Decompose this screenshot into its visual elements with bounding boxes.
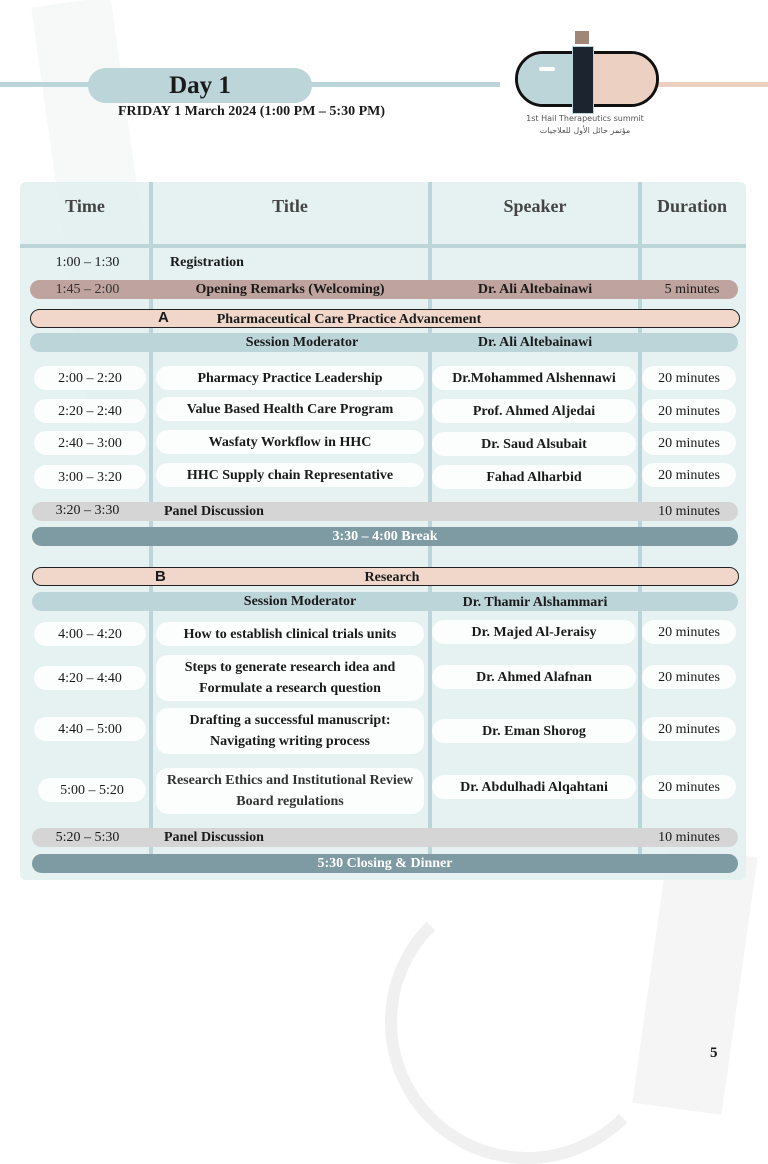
session-a-row-2-time: 2:20 – 2:40 [34,399,146,423]
session-a-row-1-speaker: Dr.Mohammed Alshennawi [432,366,636,390]
session-b-name: Research [364,569,420,585]
session-a-row-3-speaker: Dr. Saud Alsubait [432,432,636,456]
session-a-panel-time: 3:20 – 3:30 [55,502,120,518]
date-line: FRIDAY 1 March 2024 (1:00 PM – 5:30 PM) [118,104,385,119]
session-b-row-4-title: Research Ethics and Institutional Review Board regulations [156,768,424,814]
session-b-row-3-time: 4:40 – 5:00 [34,717,146,741]
session-a-row-4-time: 3:00 – 3:20 [34,465,146,489]
session-a-row-4-title: HHC Supply chain Representative [156,463,424,487]
session-a-panel-title: Panel Discussion [164,503,264,519]
session-b-row-1-duration: 20 minutes [642,620,736,644]
watermark-arc [385,880,669,1164]
header-divider [20,244,746,248]
session-b-row-4-time: 5:00 – 5:20 [38,778,146,802]
session-b-row-4-duration: 20 minutes [642,775,736,799]
session-a-row-2-speaker: Prof. Ahmed Aljedai [432,399,636,423]
session-b-row-3-speaker: Dr. Eman Shorog [432,719,636,743]
tower-top-icon [575,31,589,44]
session-b-row-3-title: Drafting a successful manuscript: Navigating writing process [156,708,424,754]
session-b-moderator: Dr. Thamir Alshammari [462,594,608,610]
summit-logo [505,28,665,143]
session-a-row-1-duration: 20 minutes [642,366,736,390]
opening-time: 1:45 – 2:00 [55,281,120,297]
column-header-duration: Duration [656,196,727,216]
session-a-row-3-duration: 20 minutes [642,431,736,455]
session-b-row-2-title: Steps to generate research idea and Formulate a research question [156,655,424,701]
column-header-time: Time [65,196,105,216]
session-a-moderator: Dr. Ali Altebainawi [477,334,593,350]
header-line-right [652,82,768,87]
session-a-panel-duration: 10 minutes [658,503,720,519]
session-b-row-1-title: How to establish clinical trials units [156,622,424,646]
capsule-highlight [539,67,555,71]
session-a-row-4-duration: 20 minutes [642,463,736,487]
session-b-panel-time: 5:20 – 5:30 [55,829,120,845]
logo-text-en: 1st Hail Therapeutics summit [526,114,644,123]
session-b-row-1-time: 4:00 – 4:20 [34,622,146,646]
break-row: 3:30 – 4:00 Break [32,527,738,546]
column-header-speaker: Speaker [503,196,567,216]
session-b-letter: B [155,568,166,585]
session-a-letter: A [158,309,169,326]
session-b-panel-duration: 10 minutes [658,829,720,845]
opening-title: Opening Remarks (Welcoming) [195,281,385,297]
session-b-row-2-duration: 20 minutes [642,665,736,689]
session-b-moderator-label: Session Moderator [243,593,357,609]
session-a-name: Pharmaceutical Care Practice Advancement [216,311,482,327]
session-b-row-2-speaker: Dr. Ahmed Alafnan [432,665,636,689]
session-b-row-1-speaker: Dr. Majed Al-Jeraisy [432,620,636,644]
opening-duration: 5 minutes [664,281,720,297]
logo-text-ar: مؤتمر حائل الأول للعلاجيات [539,126,631,135]
session-a-row-4-speaker: Fahad Alharbid [432,465,636,489]
session-a-row-1-time: 2:00 – 2:20 [34,366,146,390]
tower-icon [572,46,594,114]
opening-speaker: Dr. Ali Altebainawi [477,281,593,297]
closing-row: 5:30 Closing & Dinner [32,854,738,873]
session-b-row-2-time: 4:20 – 4:40 [34,666,146,690]
page-number: 5 [710,1045,718,1061]
session-b-row-4-speaker: Dr. Abdulhadi Alqahtani [432,775,636,799]
session-b-row-3-duration: 20 minutes [642,717,736,741]
session-b-panel-title: Panel Discussion [164,829,264,845]
registration-title: Registration [170,254,244,270]
session-a-row-2-duration: 20 minutes [642,399,736,423]
session-a-row-2-title: Value Based Health Care Program [156,397,424,421]
registration-time: 1:00 – 1:30 [55,254,120,270]
session-a-moderator-label: Session Moderator [245,334,359,350]
day-title: Day 1 [88,68,312,103]
session-a-row-3-title: Wasfaty Workflow in HHC [156,430,424,454]
session-a-row-1-title: Pharmacy Practice Leadership [156,366,424,390]
session-a-row-3-time: 2:40 – 3:00 [34,431,146,455]
column-header-title: Title [272,196,308,216]
